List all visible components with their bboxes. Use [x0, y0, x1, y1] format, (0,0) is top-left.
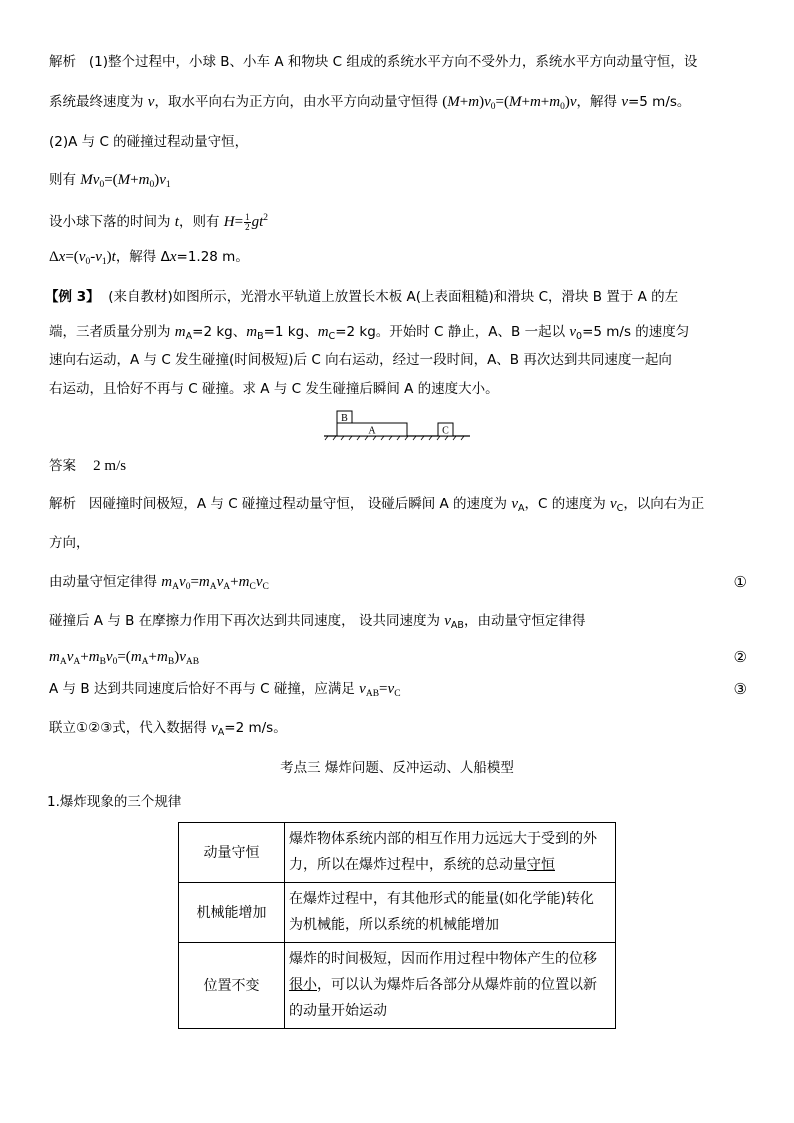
analysis-label: 解析: [49, 54, 76, 70]
analysis-paragraph-5: [49, 247, 249, 272]
text-fragment: ，由动量守恒定律得: [463, 613, 586, 629]
math-displacement-equation: $\Delta x=(v_0-v_1)t$: [49, 249, 116, 267]
example-3-line-2: 端，三者质量分别为 $m_A=2$ kg、$m_B=1$ kg、$m_C=2$ kg。开始时 C 静止，A、B 一起以 $v_0=5$ m/s 的速度匀: [49, 324, 690, 342]
text-fragment: ，取水平向右为正方向，由水平方向动量守恒得: [154, 94, 443, 110]
analysis-text: (1)整个过程中，小球 B、小车 A 和物块 C 组成的系统水平方向不受外力，系统水平方向动量守恒，设: [88, 54, 698, 70]
rule-description: [285, 943, 616, 1029]
rule-text: 爆炸的时间极短，因而作用过程中物体产生的位移: [289, 951, 597, 967]
text-fragment: ，则有: [178, 214, 224, 230]
text-fragment: 因碰撞时间极短，A 与 C 碰撞过程动量守恒， 设碰后瞬间 A 的速度为: [88, 496, 512, 512]
rule-text: [289, 972, 611, 998]
underlined-term: 守恒: [527, 857, 555, 873]
equation-mark-3: ③: [733, 680, 747, 698]
math-collision-equation: $Mv_0=(M+m_0)v_1$: [80, 172, 171, 190]
math-x: x: [169, 249, 177, 265]
math-equation-3: $v_{AB}=v_C$: [359, 681, 401, 699]
text-fragment: 则有: [49, 172, 81, 188]
math-mB: m: [246, 324, 258, 340]
analysis-paragraph-1: [49, 52, 697, 72]
analysis-paragraph-2: (2)A 与 C 的碰撞过程动量守恒，: [49, 134, 249, 150]
analysis2-line-5: [49, 647, 199, 672]
analysis2-line-1: 解析 因碰撞时间极短，A 与 C 碰撞过程动量守恒， 设碰后瞬间 A 的速度为 $v_A$，C 的速度为 $v_C$，以向右为正: [49, 496, 705, 514]
rule-text: 的动量开始运动: [289, 1003, 387, 1019]
text-fragment: 如图所示，光滑水平轨道上放置长木板 A(上表面粗糙)和滑块 C，滑块 B 置于 A 的左: [172, 289, 679, 305]
math-v: v: [621, 94, 628, 110]
text-fragment: 碰撞后 A 与 B 在摩擦力作用下再次达到共同速度， 设共同速度为: [49, 613, 445, 629]
text-fragment: ，可以认为爆炸后各部分从爆炸前的位置以新: [317, 977, 597, 993]
math-v0: v: [569, 324, 577, 340]
rule-text: 在爆炸过程中，有其他形式的能量(如化学能)转化: [289, 891, 594, 907]
text-fragment: 系统最终速度为: [49, 94, 148, 110]
rule-text: [289, 852, 611, 878]
text-fragment: 联立①②③式，代入数据得: [49, 720, 212, 736]
rule-description: [285, 883, 616, 943]
math-equation-2: $m_Av_A+m_Bv_0=(m_A+m_B)v_{AB}$: [49, 649, 200, 667]
rule-description: [285, 823, 616, 883]
math-vC: v: [610, 496, 617, 512]
text-fragment: ，解得 Δ: [115, 249, 170, 265]
text-fragment: 力，所以在爆炸过程中，系统的总动量: [289, 857, 527, 873]
explosion-rules-table: [178, 822, 616, 1029]
math-equation-1: $m_Av_0=m_Av_A+m_Cv_C$: [161, 574, 269, 592]
analysis-paragraph-4: [49, 208, 268, 232]
analysis2-line-2: 方向，: [49, 535, 90, 551]
section-title: 考点三 爆炸问题、反冲运动、人船模型: [280, 760, 514, 776]
math-mA: m: [174, 324, 186, 340]
rules-heading: 1.爆炸现象的三个规律: [47, 794, 182, 810]
analysis-paragraph-3: [49, 170, 171, 195]
text-fragment: 设小球下落的时间为: [49, 214, 175, 230]
example-source: (来自教材): [108, 289, 173, 305]
text-fragment: ，C 的速度为: [524, 496, 610, 512]
label-b: B: [341, 413, 348, 424]
text-fragment: =2 m/s。: [224, 720, 287, 736]
table-row: [179, 943, 616, 1029]
equation-mark-1: ①: [733, 573, 747, 591]
rule-text: 为机械能，所以系统的机械能增加: [289, 917, 499, 933]
text-fragment: =2 kg、: [192, 324, 247, 340]
label-a: A: [368, 425, 376, 437]
analysis2-line-6: [49, 679, 401, 704]
text-fragment: ，以向右为正: [623, 496, 705, 512]
example-3-line-3: 速向右运动，A 与 C 发生碰撞(时间极短)后 C 向右运动，经过一段时间，A、B 再次达到共同速度一起向: [49, 352, 672, 368]
analysis-label: 解析: [49, 496, 76, 512]
rule-key: 机械能增加: [179, 883, 285, 943]
text-fragment: 端，三者质量分别为: [49, 324, 175, 340]
text-fragment: =5 m/s。: [627, 94, 691, 110]
rule-key: 动量守恒: [179, 823, 285, 883]
label-c: C: [442, 425, 449, 437]
math-vA: v: [511, 496, 518, 512]
answer-value: 2 m/s: [93, 458, 127, 474]
underlined-term: 很小: [289, 977, 317, 993]
math-vAB: v: [444, 613, 451, 629]
answer-line: [49, 456, 126, 476]
equation-mark-2: ②: [733, 648, 747, 666]
math-mC: m: [317, 324, 329, 340]
math-t: t: [174, 214, 179, 230]
math-free-fall-equation: H= $\frac{1}{2}$ $gt^2$: [223, 212, 268, 233]
analysis2-line-7: 联立①②③式，代入数据得 $v_A=2$ m/s。: [49, 720, 287, 738]
example-3-line-4: 右运动，且恰好不再与 C 碰撞。求 A 与 C 发生碰撞后瞬间 A 的速度大小。: [49, 381, 499, 397]
text-fragment: =1 kg、: [263, 324, 318, 340]
text-fragment: ，解得: [576, 94, 622, 110]
analysis-paragraph-1-cont: [49, 92, 690, 117]
text-fragment: =5 m/s 的速度匀: [582, 324, 690, 340]
math-momentum-equation: $(M+m)v_0=(M+m+m_0)v$: [442, 94, 577, 112]
ground-hatching: [325, 436, 464, 440]
analysis2-line-4: 碰撞后 A 与 B 在摩擦力作用下再次达到共同速度， 设共同速度为 $v_{AB}$，由动量守恒定律得: [49, 613, 586, 631]
math-vA: v: [211, 720, 218, 736]
table-row: [179, 883, 616, 943]
text-fragment: 由动量守恒定律得: [49, 574, 162, 590]
analysis2-line-3: [49, 572, 269, 597]
text-fragment: =2 kg。开始时 C 静止，A、B 一起以: [335, 324, 570, 340]
example-tag: 【例 3】: [45, 289, 100, 305]
text-fragment: A 与 B 达到共同速度后恰好不再与 C 碰撞，应满足: [49, 681, 360, 697]
table-row: [179, 823, 616, 883]
figure-blocks-diagram: [320, 408, 475, 442]
example-3-line-1: [45, 287, 678, 307]
rule-text: 爆炸物体系统内部的相互作用力远远大于受到的外: [289, 831, 597, 847]
answer-label: 答案: [49, 458, 76, 474]
rule-key: 位置不变: [179, 943, 285, 1029]
text-fragment: =1.28 m。: [176, 249, 249, 265]
math-v: v: [147, 94, 155, 110]
